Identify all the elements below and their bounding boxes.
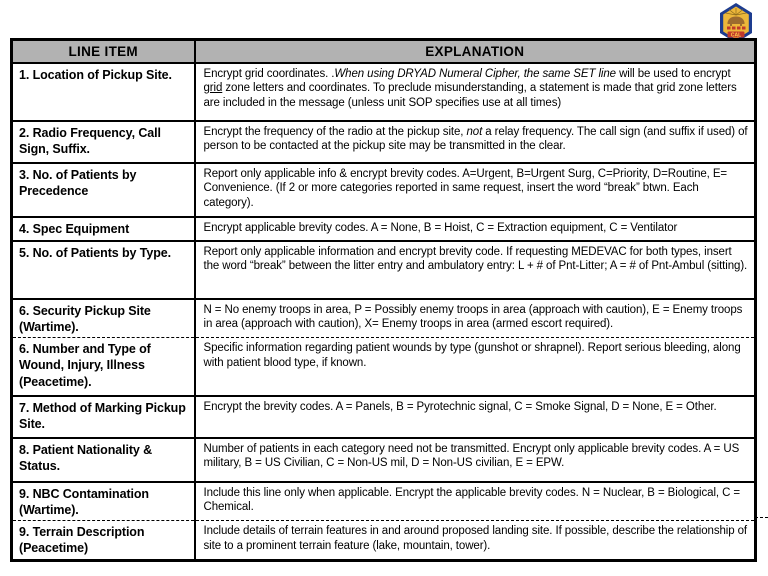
table-header-row bbox=[12, 40, 756, 63]
line-item-cell: 6. Security Pickup Site (Wartime). bbox=[12, 299, 195, 338]
table-body bbox=[12, 63, 756, 561]
table-row bbox=[12, 63, 756, 121]
explanation-cell: Encrypt the brevity codes. A = Panels, B = Pyrotechnic signal, C = Smoke Signal, D = None, E = Other. bbox=[195, 396, 756, 438]
table-row bbox=[12, 241, 756, 299]
line-item-cell: 9. NBC Contamination (Wartime). bbox=[12, 482, 195, 521]
table-row bbox=[12, 217, 756, 241]
line-item-table bbox=[10, 38, 757, 562]
table-row bbox=[12, 521, 756, 561]
explanation-cell: Encrypt the frequency of the radio at the pickup site, not a relay frequency. The call sign (and suffix if used) of person to be contacted at the pickup site may be transmitted in the clear. bbox=[195, 121, 756, 163]
line-item-header: LINE ITEM bbox=[12, 40, 195, 63]
table-row bbox=[12, 438, 756, 482]
explanation-cell: N = No enemy troops in area, P = Possibly enemy troops in area (approach with caution), E = Enemy troops in area (approach with caution), X= Enemy troops in area (armed escort required). bbox=[195, 299, 756, 338]
logo-label: CAL bbox=[730, 32, 742, 39]
line-item-cell: 7. Method of Marking Pickup Site. bbox=[12, 396, 195, 438]
explanation-cell: Include this line only when applicable. Encrypt the applicable brevity codes. N = Nuclear, B = Biological, C = Chemical. bbox=[195, 482, 756, 521]
line-item-cell: 3. No. of Patients by Precedence bbox=[12, 163, 195, 217]
table-row bbox=[12, 163, 756, 217]
explanation-cell: Include details of terrain features in and around proposed landing site. If possible, describe the relationship of site to a prominent terrain feature (lake, mountain, tower). bbox=[195, 521, 756, 561]
line-item-cell: 8. Patient Nationality & Status. bbox=[12, 438, 195, 482]
line-item-cell: 2. Radio Frequency, Call Sign, Suffix. bbox=[12, 121, 195, 163]
line-item-cell: 4. Spec Equipment bbox=[12, 217, 195, 241]
table-row bbox=[12, 121, 756, 163]
line-item-cell: 6. Number and Type of Wound, Injury, Illness (Peacetime). bbox=[12, 338, 195, 396]
line-item-cell: 1. Location of Pickup Site. bbox=[12, 63, 195, 121]
table-row bbox=[12, 482, 756, 521]
explanation-header: EXPLANATION bbox=[195, 40, 756, 63]
table-row bbox=[12, 338, 756, 396]
explanation-cell: Encrypt applicable brevity codes. A = None, B = Hoist, C = Extraction equipment, C = Ventilator bbox=[195, 217, 756, 241]
explanation-cell: Report only applicable information and encrypt brevity code. If requesting MEDEVAC for both types, insert the word “break” between the litter entry and ambulatory entry: L + # of Pnt-Litter; A = # of Pnt-Ambul (sitting). bbox=[195, 241, 756, 299]
dashed-divider-tail bbox=[755, 517, 768, 518]
table-row bbox=[12, 396, 756, 438]
line-item-cell: 9. Terrain Description (Peacetime) bbox=[12, 521, 195, 561]
explanation-cell: Number of patients in each category need not be transmitted. Encrypt only applicable brevity codes. A = US military, B = US Civilian, C = Non-US mil, D = Non-US civilian, E = EPW. bbox=[195, 438, 756, 482]
line-item-cell: 5. No. of Patients by Type. bbox=[12, 241, 195, 299]
explanation-cell: Encrypt grid coordinates. .When using DRYAD Numeral Cipher, the same SET line will be used to encrypt grid zone letters and coordinates. To preclude misunderstanding, a statement is made that grid zone letters are included in the message (unless unit SOP specifies use at all times) bbox=[195, 63, 756, 121]
table-row bbox=[12, 299, 756, 338]
explanation-cell: Specific information regarding patient wounds by type (gunshot or shrapnel). Report serious bleeding, along with patient blood type, if known. bbox=[195, 338, 756, 396]
explanation-cell: Report only applicable info & encrypt brevity codes. A=Urgent, B=Urgent Surg, C=Priority, D=Routine, E= Convenience. (If 2 or more categories reported in same request, insert the word “break” btwn. Each category). bbox=[195, 163, 756, 217]
